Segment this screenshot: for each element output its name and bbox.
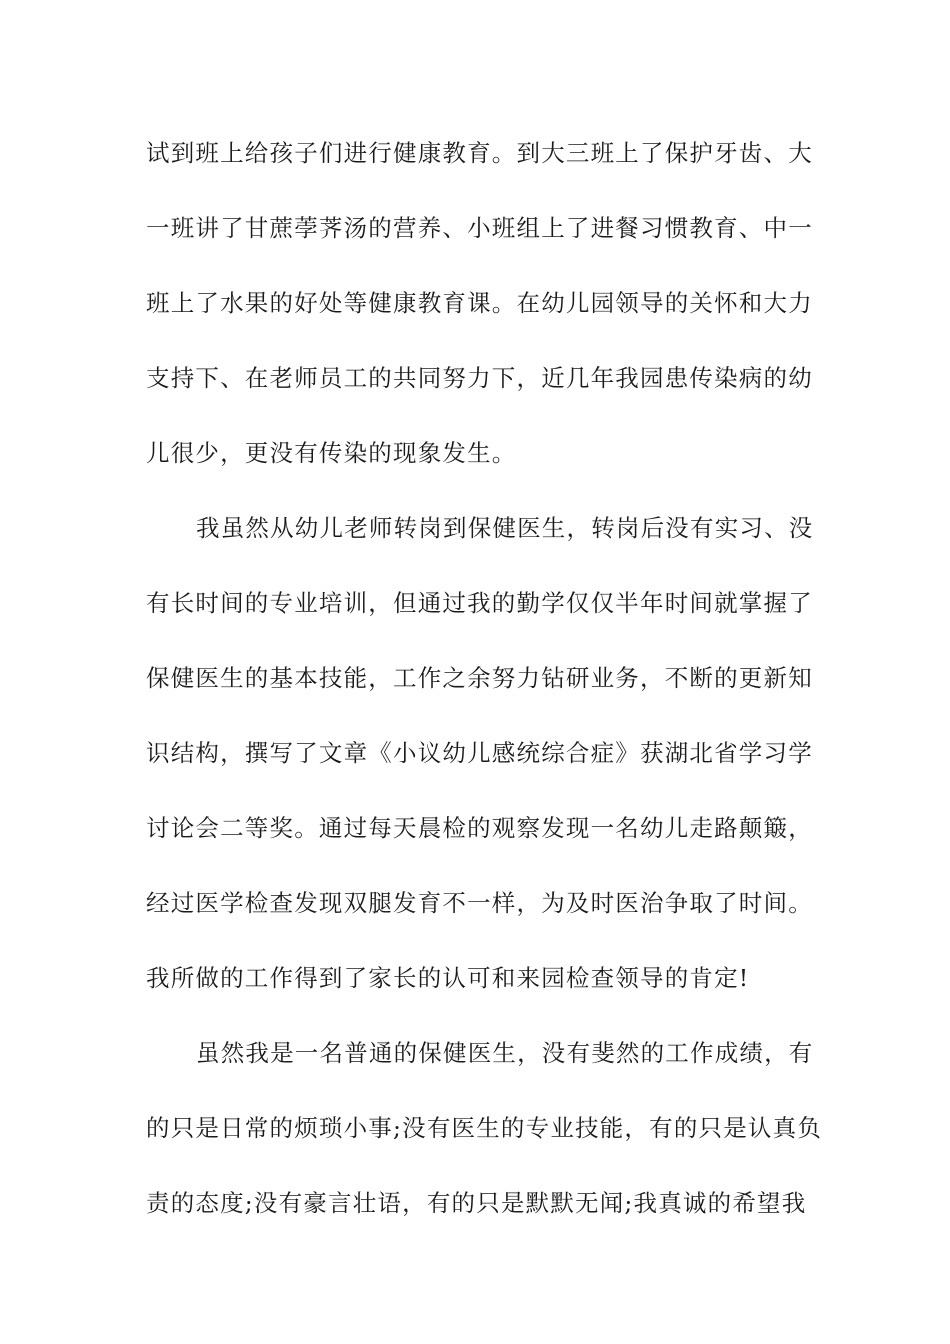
text-line: 支持下、在老师员工的共同努力下，近几年我园患传染病的幼 [146,364,813,392]
paragraph-3 [146,1028,823,1253]
text-line: 责的态度;没有豪言壮语，有的只是默默无闻;我真诚的希望我 [146,1189,807,1217]
text-line: 的只是日常的烦琐小事;没有医生的专业技能，有的只是认真负 [146,1114,823,1142]
text-line: 有长时间的专业培训，但通过我的勤学仅仅半年时间就掌握了 [146,589,813,617]
paragraph-1 [146,128,813,503]
body-text [146,128,823,1253]
text-line: 经过医学检查发现双腿发育不一样，为及时医治争取了时间。 [146,889,813,917]
text-line: 我虽然从幼儿老师转岗到保健医生，转岗后没有实习、没 [196,514,814,542]
text-line: 儿很少，更没有传染的现象发生。 [146,439,517,467]
paragraph-2 [146,503,814,1028]
text-line: 试到班上给孩子们进行健康教育。到大三班上了保护牙齿、大 [146,139,813,167]
text-line: 保健医生的基本技能，工作之余努力钻研业务，不断的更新知 [146,664,813,692]
text-line: 识结构，撰写了文章《小议幼儿感统综合症》获湖北省学习学 [146,739,813,767]
text-line: 一班讲了甘蔗荸荠汤的营养、小班组上了进餐习惯教育、中一 [146,214,813,242]
text-line: 班上了水果的好处等健康教育课。在幼儿园领导的关怀和大力 [146,289,813,317]
text-line: 虽然我是一名普通的保健医生，没有斐然的工作成绩，有 [196,1039,814,1067]
text-line: 讨论会二等奖。通过每天晨检的观察发现一名幼儿走路颠簸， [146,814,813,842]
text-line: 我所做的工作得到了家长的认可和来园检查领导的肯定! [146,964,750,992]
